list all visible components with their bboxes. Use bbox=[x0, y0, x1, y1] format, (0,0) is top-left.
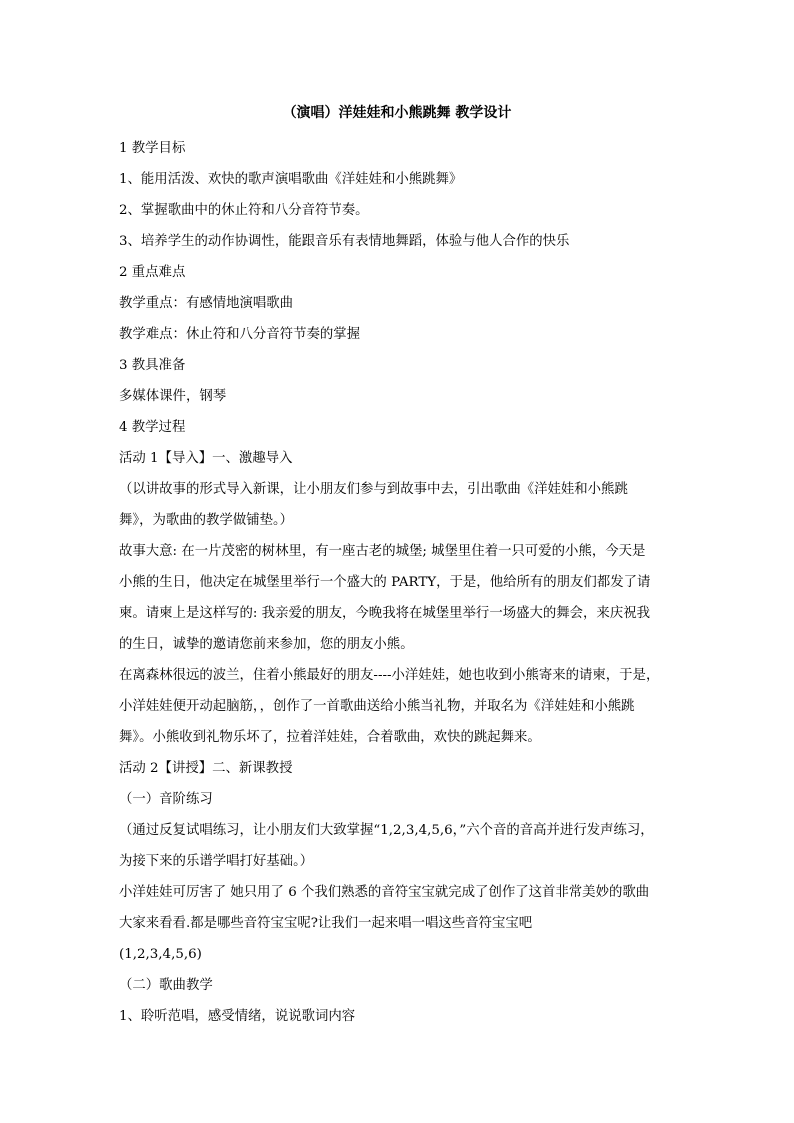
paragraph-line: 为接下来的乐谱学唱打好基础。） bbox=[119, 854, 314, 869]
document-body bbox=[119, 133, 679, 1032]
activity-heading: 活动 1【导入】一、激趣导入 bbox=[119, 451, 293, 466]
section-heading-objectives: 1 教学目标 bbox=[119, 141, 186, 156]
section-heading-key-points: 2 重点难点 bbox=[119, 265, 186, 280]
paragraph-line: (1,2,3,4,5,6) bbox=[119, 947, 202, 962]
paragraph-line: 的生日，诚挚的邀请您前来参加，您的朋友小熊。 bbox=[119, 637, 414, 652]
paragraph-line: 教学重点：有感情地演唱歌曲 bbox=[119, 296, 294, 311]
paragraph-line: 在离森林很远的波兰，住着小熊最好的朋友----小洋娃娃，她也收到小熊寄来的请柬，于是， bbox=[119, 668, 660, 683]
document-title: （演唱）洋娃娃和小熊跳舞 教学设计 bbox=[282, 105, 512, 121]
activity-heading: 活动 2【讲授】二、新课教授 bbox=[119, 761, 293, 776]
paragraph-line: 1、能用活泼、欢快的歌声演唱歌曲《洋娃娃和小熊跳舞》 bbox=[119, 172, 463, 187]
paragraph-line: 2、掌握歌曲中的休止符和八分音符节奏。 bbox=[119, 203, 369, 218]
paragraph-line: 1、聆听范唱，感受情绪，说说歌词内容 bbox=[119, 1009, 356, 1024]
paragraph-line: 3、培养学生的动作协调性，能跟音乐有表情地舞蹈，体验与他人合作的快乐 bbox=[119, 234, 570, 249]
paragraph-line: 小熊的生日，他决定在城堡里举行一个盛大的 PARTY，于是，他给所有的朋友们都发了请 bbox=[119, 575, 651, 590]
paragraph-line: （通过反复试唱练习，让小朋友们大致掌握“1,2,3,4,5,6，”六个音的音高并进行发声练习， bbox=[119, 823, 654, 838]
section-heading-materials: 3 教具准备 bbox=[119, 358, 186, 373]
paragraph-line: 舞》，为歌曲的教学做铺垫。） bbox=[119, 513, 294, 528]
paragraph-line: 小洋娃娃便开动起脑筋，，创作了一首歌曲送给小熊当礼物，并取名为《洋娃娃和小熊跳 bbox=[119, 699, 635, 714]
paragraph-line: （以讲故事的形式导入新课，让小朋友们参与到故事中去，引出歌曲《洋娃娃和小熊跳 bbox=[119, 482, 628, 497]
section-heading-process: 4 教学过程 bbox=[119, 420, 186, 435]
subsection-heading: （一）音阶练习 bbox=[119, 792, 213, 807]
paragraph-line: 故事大意: 在一片茂密的树林里，有一座古老的城堡; 城堡里住着一只可爱的小熊，今天是 bbox=[119, 544, 646, 559]
paragraph-line: 柬。请柬上是这样写的: 我亲爱的朋友，今晚我将在城堡里举行一场盛大的舞会，来庆祝我 bbox=[119, 606, 650, 621]
paragraph-line: 多媒体课件，钢琴 bbox=[119, 389, 227, 404]
subsection-heading: （二）歌曲教学 bbox=[119, 978, 213, 993]
paragraph-line: 小洋娃娃可厉害了 她只用了 6 个我们熟悉的音符宝宝就完成了创作了这首非常美妙的歌曲 bbox=[119, 885, 650, 900]
paragraph-line: 舞》。小熊收到礼物乐坏了，拉着洋娃娃，合着歌曲，欢快的跳起舞来。 bbox=[119, 730, 541, 745]
paragraph-line: 大家来看看.都是哪些音符宝宝呢?让我们一起来唱一唱这些音符宝宝吧 bbox=[119, 916, 533, 931]
paragraph-line: 教学难点：休止符和八分音符节奏的掌握 bbox=[119, 327, 361, 342]
